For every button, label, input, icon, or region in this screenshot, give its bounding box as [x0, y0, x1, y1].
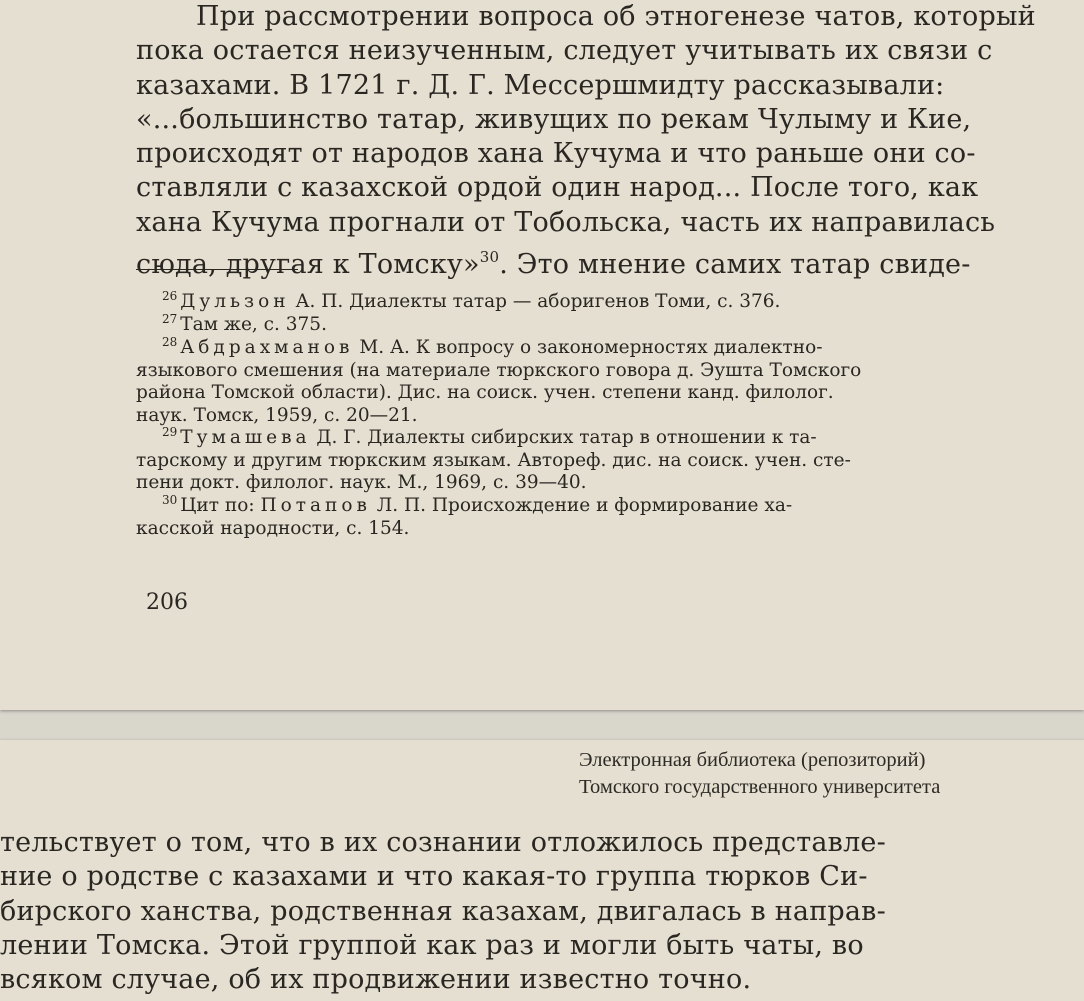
paragraph-line: тельствует о том, что в их сознании отложилось представле- [0, 827, 886, 858]
footnote-text: Д. Г. Диалекты сибирских татар в отношении к та- [310, 427, 817, 448]
repository-line: Электронная библиотека (репозиторий) [579, 749, 926, 771]
footnote-number: 30 [162, 493, 178, 507]
paragraph-line: ставляли с казахской ордой один народ... После того, как [136, 172, 979, 204]
paragraph-line-tail: . Это мнение самих татар свиде- [499, 249, 971, 281]
footnote-author: Потапов [260, 495, 371, 516]
footnote-29 [136, 421, 1076, 495]
footnote-author: Тумашева [180, 427, 311, 448]
footnote-text: района Томской области). Дис. на соиск. учен. степени канд. филолог. [136, 382, 834, 403]
footnote-number: 29 [162, 425, 178, 439]
paragraph-line: хана Кучума прогнали от Тобольска, часть их направилась [136, 206, 996, 238]
paragraph-line: При рассмотрении вопроса об этногенезе чатов, который [196, 1, 1036, 32]
footnote-author: Абдрахманов [180, 337, 354, 358]
footnote-author: Дульзон [180, 291, 290, 312]
footnote-number: 27 [162, 312, 178, 326]
footnote-number: 28 [162, 335, 178, 349]
footnote-text: тарскому и другим тюркским языкам. Автореф. дис. на соиск. учен. сте- [136, 449, 851, 471]
paragraph-line: «...большинство татар, живущих по рекам Чулыму и Кие, [136, 103, 972, 135]
footnote-text: А. П. Диалекты татар — аборигенов Томи, с. 376. [289, 291, 781, 312]
footnote-number: 26 [162, 289, 178, 303]
footnote-text: М. А. К вопросу о закономерностях диалектно- [353, 337, 823, 358]
paragraph-line: лении Томска. Этой группой как раз и могли быть чаты, во [0, 929, 864, 961]
footnote-reference: 30 [479, 248, 500, 267]
page-number: 206 [146, 590, 188, 615]
footnote-text: наук. Томск, 1959, с. 20—21. [136, 404, 418, 426]
paragraph-line: пока остается неизученным, следует учитывать их связи с [136, 35, 993, 67]
footnote-text: языкового смешения (на материале тюркского говора д. Эушта Томского [136, 359, 862, 381]
footnote-text: пени докт. филолог. наук. М., 1969, с. 39—40. [136, 472, 587, 493]
footnote-text: касской народности, с. 154. [136, 517, 410, 539]
continuation-paragraph [0, 826, 886, 997]
main-paragraph [136, 0, 1076, 282]
repository-header [579, 747, 940, 801]
paragraph-line: ние о родстве с казахами и что какая-то группа тюрков Си- [0, 861, 868, 893]
paragraph-line: бирского ханства, родственная казахам, двигалась в направ- [0, 895, 886, 927]
footnote-prefix: Цит по: [180, 495, 261, 516]
paragraph-line: происходят от народов хана Кучума и что раньше они со- [136, 138, 976, 170]
paragraph-line-text: сюда, другая к Томску» [136, 249, 480, 281]
paragraph-line: всяком случае, об их продвижении известно точно. [0, 964, 752, 996]
footnote-28 [136, 331, 1076, 427]
footnote-text: Там же, с. 375. [180, 314, 327, 335]
paragraph-line: казахами. В 1721 г. Д. Г. Мессершмидту рассказывали: [136, 69, 945, 101]
footnote-divider [136, 269, 298, 270]
footnote-30 [136, 489, 1076, 540]
repository-line: Томского государственного университета [579, 776, 941, 798]
paragraph-last-line [136, 240, 1076, 282]
footnote-text: Л. П. Происхождение и формирование ха- [370, 495, 793, 516]
